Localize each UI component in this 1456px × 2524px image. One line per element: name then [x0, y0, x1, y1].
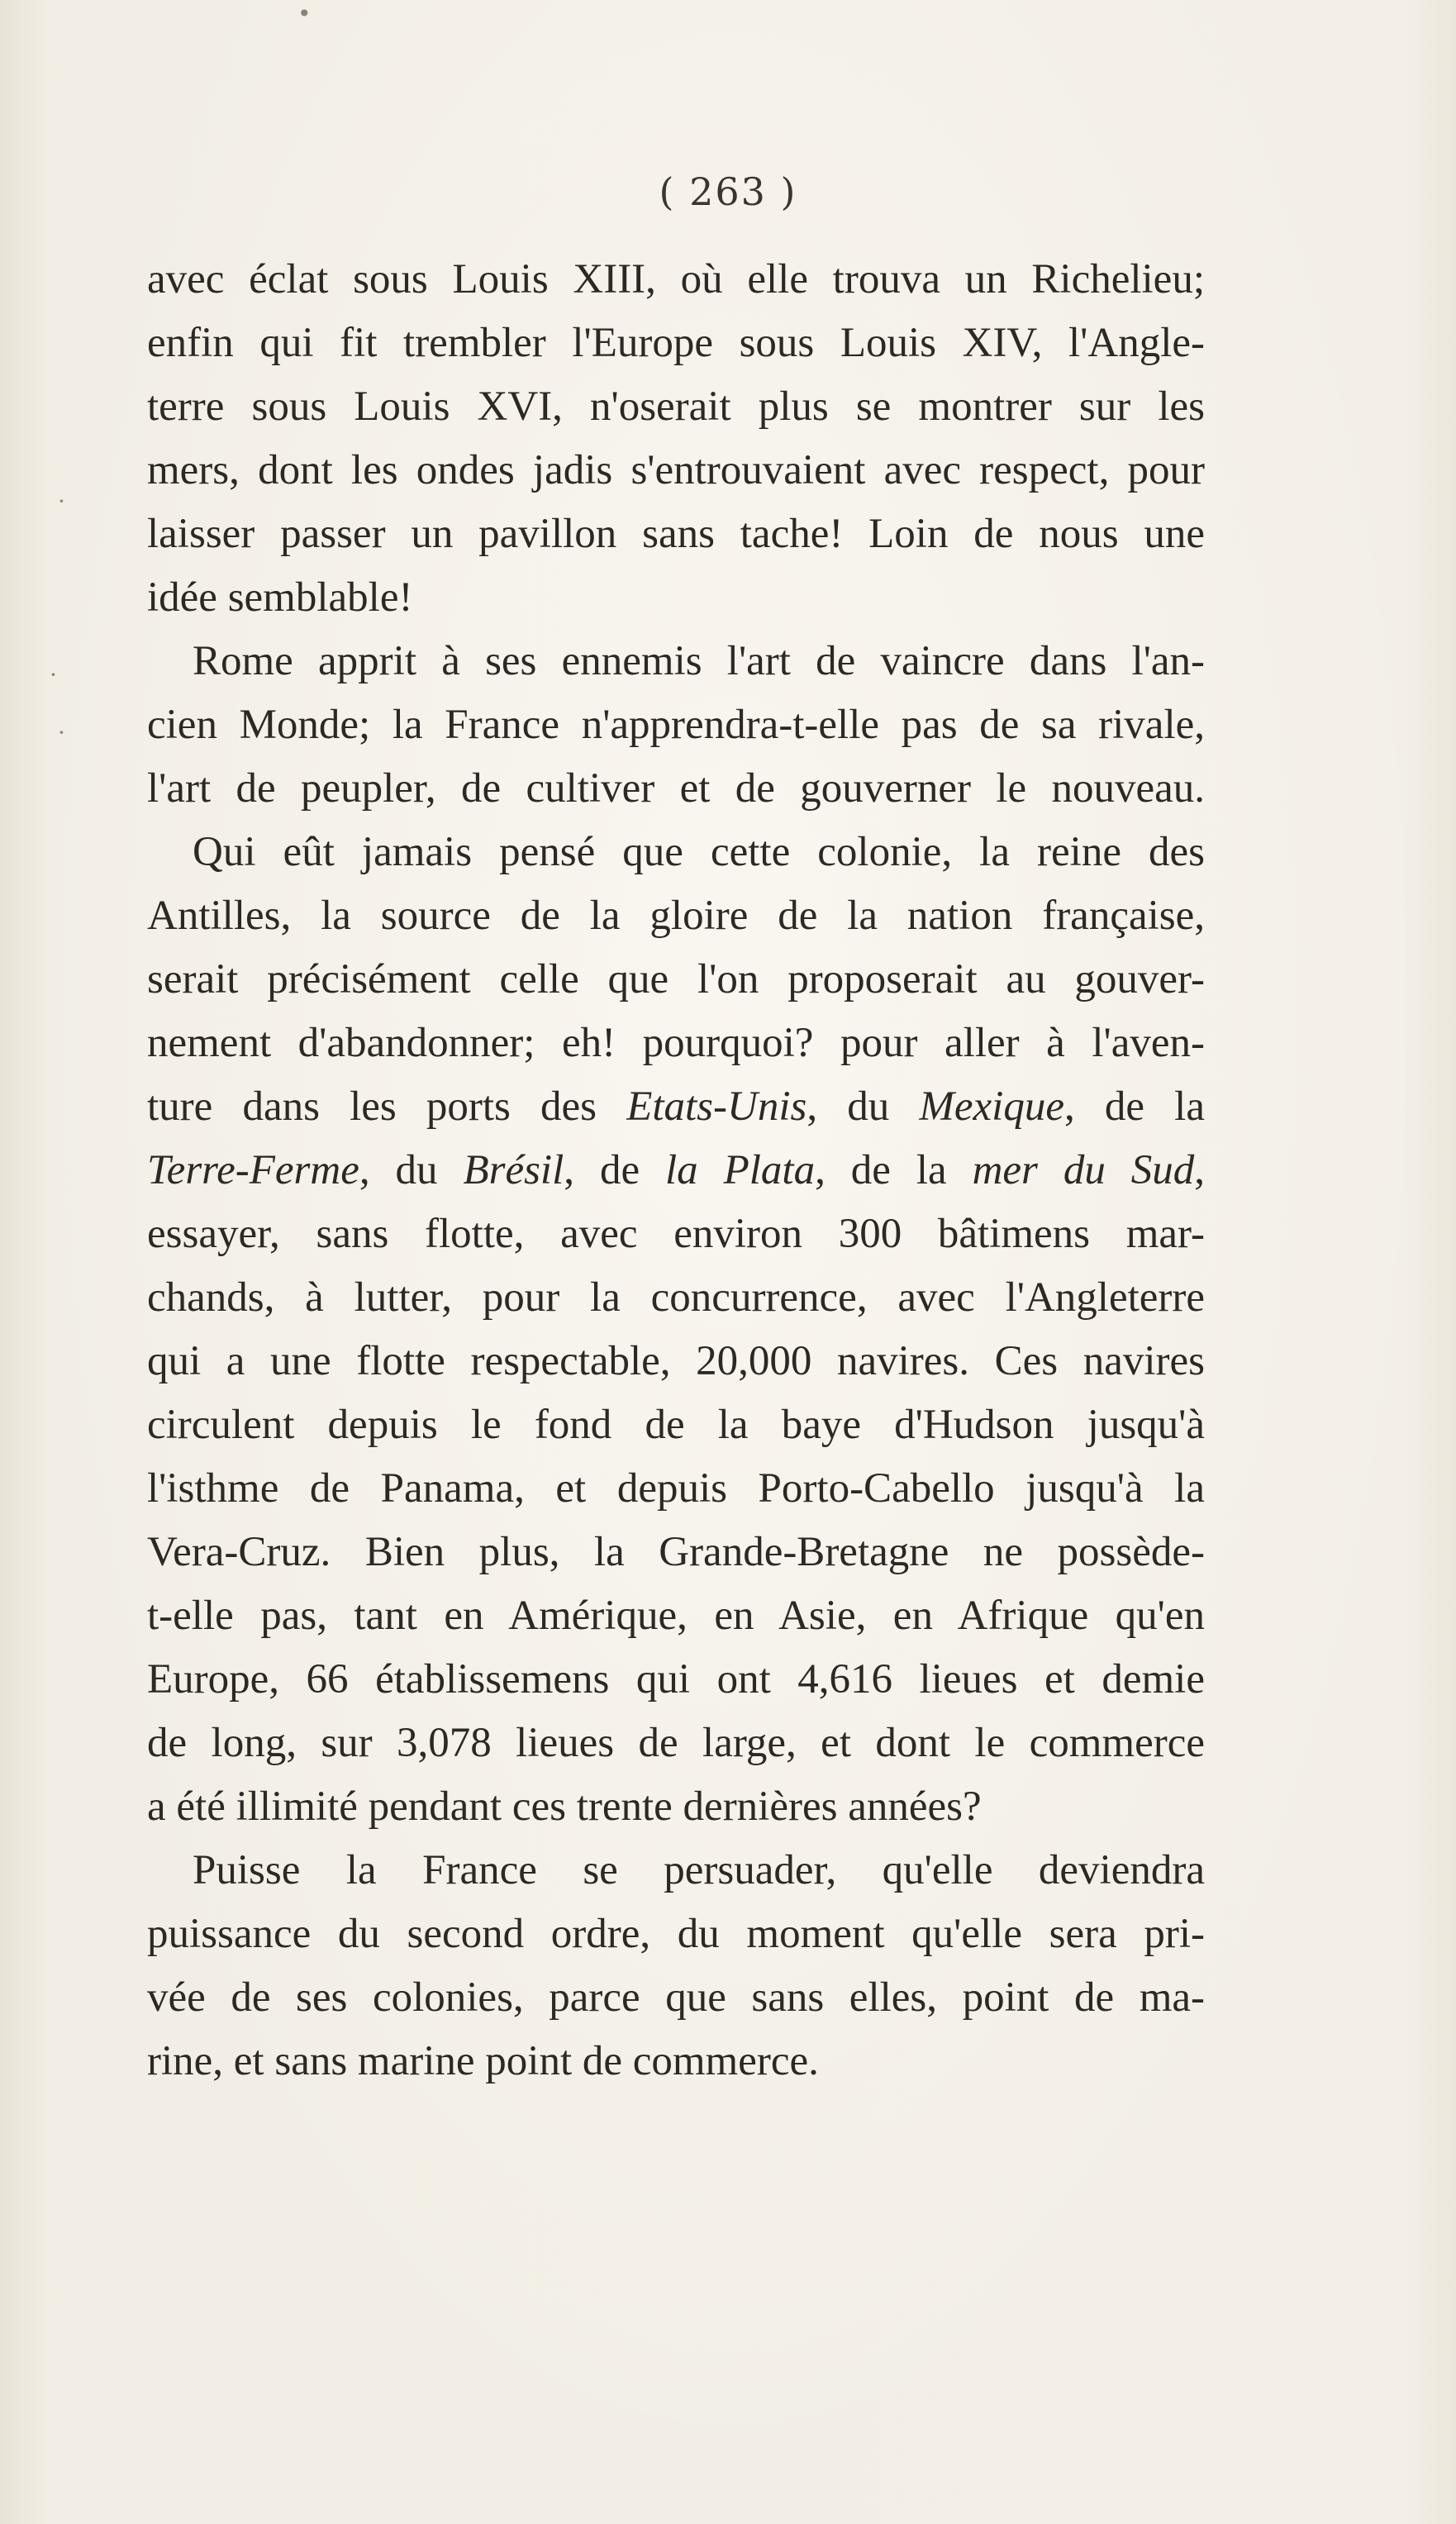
text-run: , du	[807, 1083, 920, 1130]
text-line: Puisse la France se persuader, qu'elle deviendra	[193, 1847, 1205, 1893]
text-line: nement d'abandonner; eh! pourquoi? pour aller à l'aven-	[147, 1020, 1205, 1066]
place-name: Etats-Unis	[626, 1083, 807, 1130]
text-line: essayer, sans flotte, avec environ 300 bâtimens mar-	[147, 1211, 1205, 1257]
paragraph-2	[147, 630, 1205, 821]
text-line: Rome apprit à ses ennemis l'art de vaincre dans l'an-	[193, 638, 1205, 684]
text-line: puissance du second ordre, du moment qu'elle sera pri-	[147, 1911, 1205, 1957]
text-line: idée semblable!	[147, 574, 413, 621]
text-line: cien Monde; la France n'apprendra-t-elle pas de sa rivale,	[147, 702, 1205, 748]
text-run: ,	[1194, 1147, 1205, 1193]
text-line: Antilles, la source de la gloire de la nation française,	[147, 893, 1205, 939]
text-line: avec éclat sous Louis XIII, où elle trouva un Richelieu;	[147, 256, 1205, 302]
text-line: mers, dont les ondes jadis s'entrouvaient avec respect, pour	[147, 447, 1205, 493]
place-name: Terre-Ferme	[147, 1147, 359, 1193]
text-run: , de la	[815, 1147, 973, 1193]
text-line: Vera-Cruz. Bien plus, la Grande-Bretagne ne possède-	[147, 1529, 1205, 1575]
place-name: Brésil	[463, 1147, 564, 1193]
text-line: Europe, 66 établissemens qui ont 4,616 lieues et demie	[147, 1656, 1205, 1703]
place-name: la Plata	[665, 1147, 816, 1193]
place-name: mer du Sud	[972, 1147, 1195, 1193]
text-line: de long, sur 3,078 lieues de large, et dont le commerce	[147, 1720, 1205, 1766]
text-line: qui a une flotte respectable, 20,000 navires. Ces navires	[147, 1338, 1205, 1384]
text-line-with-places	[147, 1139, 1205, 1202]
paragraph-1	[147, 248, 1205, 630]
text-run: , de	[564, 1147, 666, 1193]
text-line: t-elle pas, tant en Amérique, en Asie, en Afrique qu'en	[147, 1593, 1205, 1639]
text-run: ture dans les ports des	[147, 1083, 627, 1130]
place-name: Mexique	[919, 1083, 1064, 1130]
body-text	[147, 248, 1205, 2093]
text-line: circulent depuis le fond de la baye d'Hudson jusqu'à	[147, 1402, 1205, 1448]
text-line: enfin qui fit trembler l'Europe sous Louis XIV, l'Angle-	[147, 320, 1205, 366]
text-line: l'art de peupler, de cultiver et de gouverner le nouveau.	[147, 765, 1205, 812]
paper-speck: ·	[50, 661, 57, 688]
text-line: a été illimité pendant ces trente dernières années?	[147, 1783, 982, 1830]
text-line: Qui eût jamais pensé que cette colonie, la reine des	[193, 829, 1205, 875]
text-line: chands, à lutter, pour la concurrence, avec l'Angleterre	[147, 1274, 1205, 1321]
page-number: ( 263 )	[659, 169, 797, 214]
text-line-with-places	[147, 1075, 1205, 1139]
text-line: terre sous Louis XVI, n'oserait plus se montrer sur les	[147, 383, 1205, 430]
paper-speck: ·	[58, 488, 65, 515]
paper-speck: •	[297, 0, 312, 27]
text-line: vée de ses colonies, parce que sans elles, point de ma-	[147, 1974, 1205, 2021]
paragraph-3	[147, 821, 1205, 1839]
text-line: serait précisément celle que l'on proposerait au gouver-	[147, 956, 1205, 1002]
text-run: , de la	[1063, 1083, 1205, 1130]
paragraph-4	[147, 1839, 1205, 2093]
text-line: laisser passer un pavillon sans tache! Loin de nous une	[147, 511, 1205, 557]
text-line: l'isthme de Panama, et depuis Porto-Cabello jusqu'à la	[147, 1465, 1205, 1512]
text-line: rine, et sans marine point de commerce.	[147, 2038, 819, 2084]
text-run: , du	[359, 1147, 464, 1193]
paper-speck: ·	[58, 719, 65, 746]
